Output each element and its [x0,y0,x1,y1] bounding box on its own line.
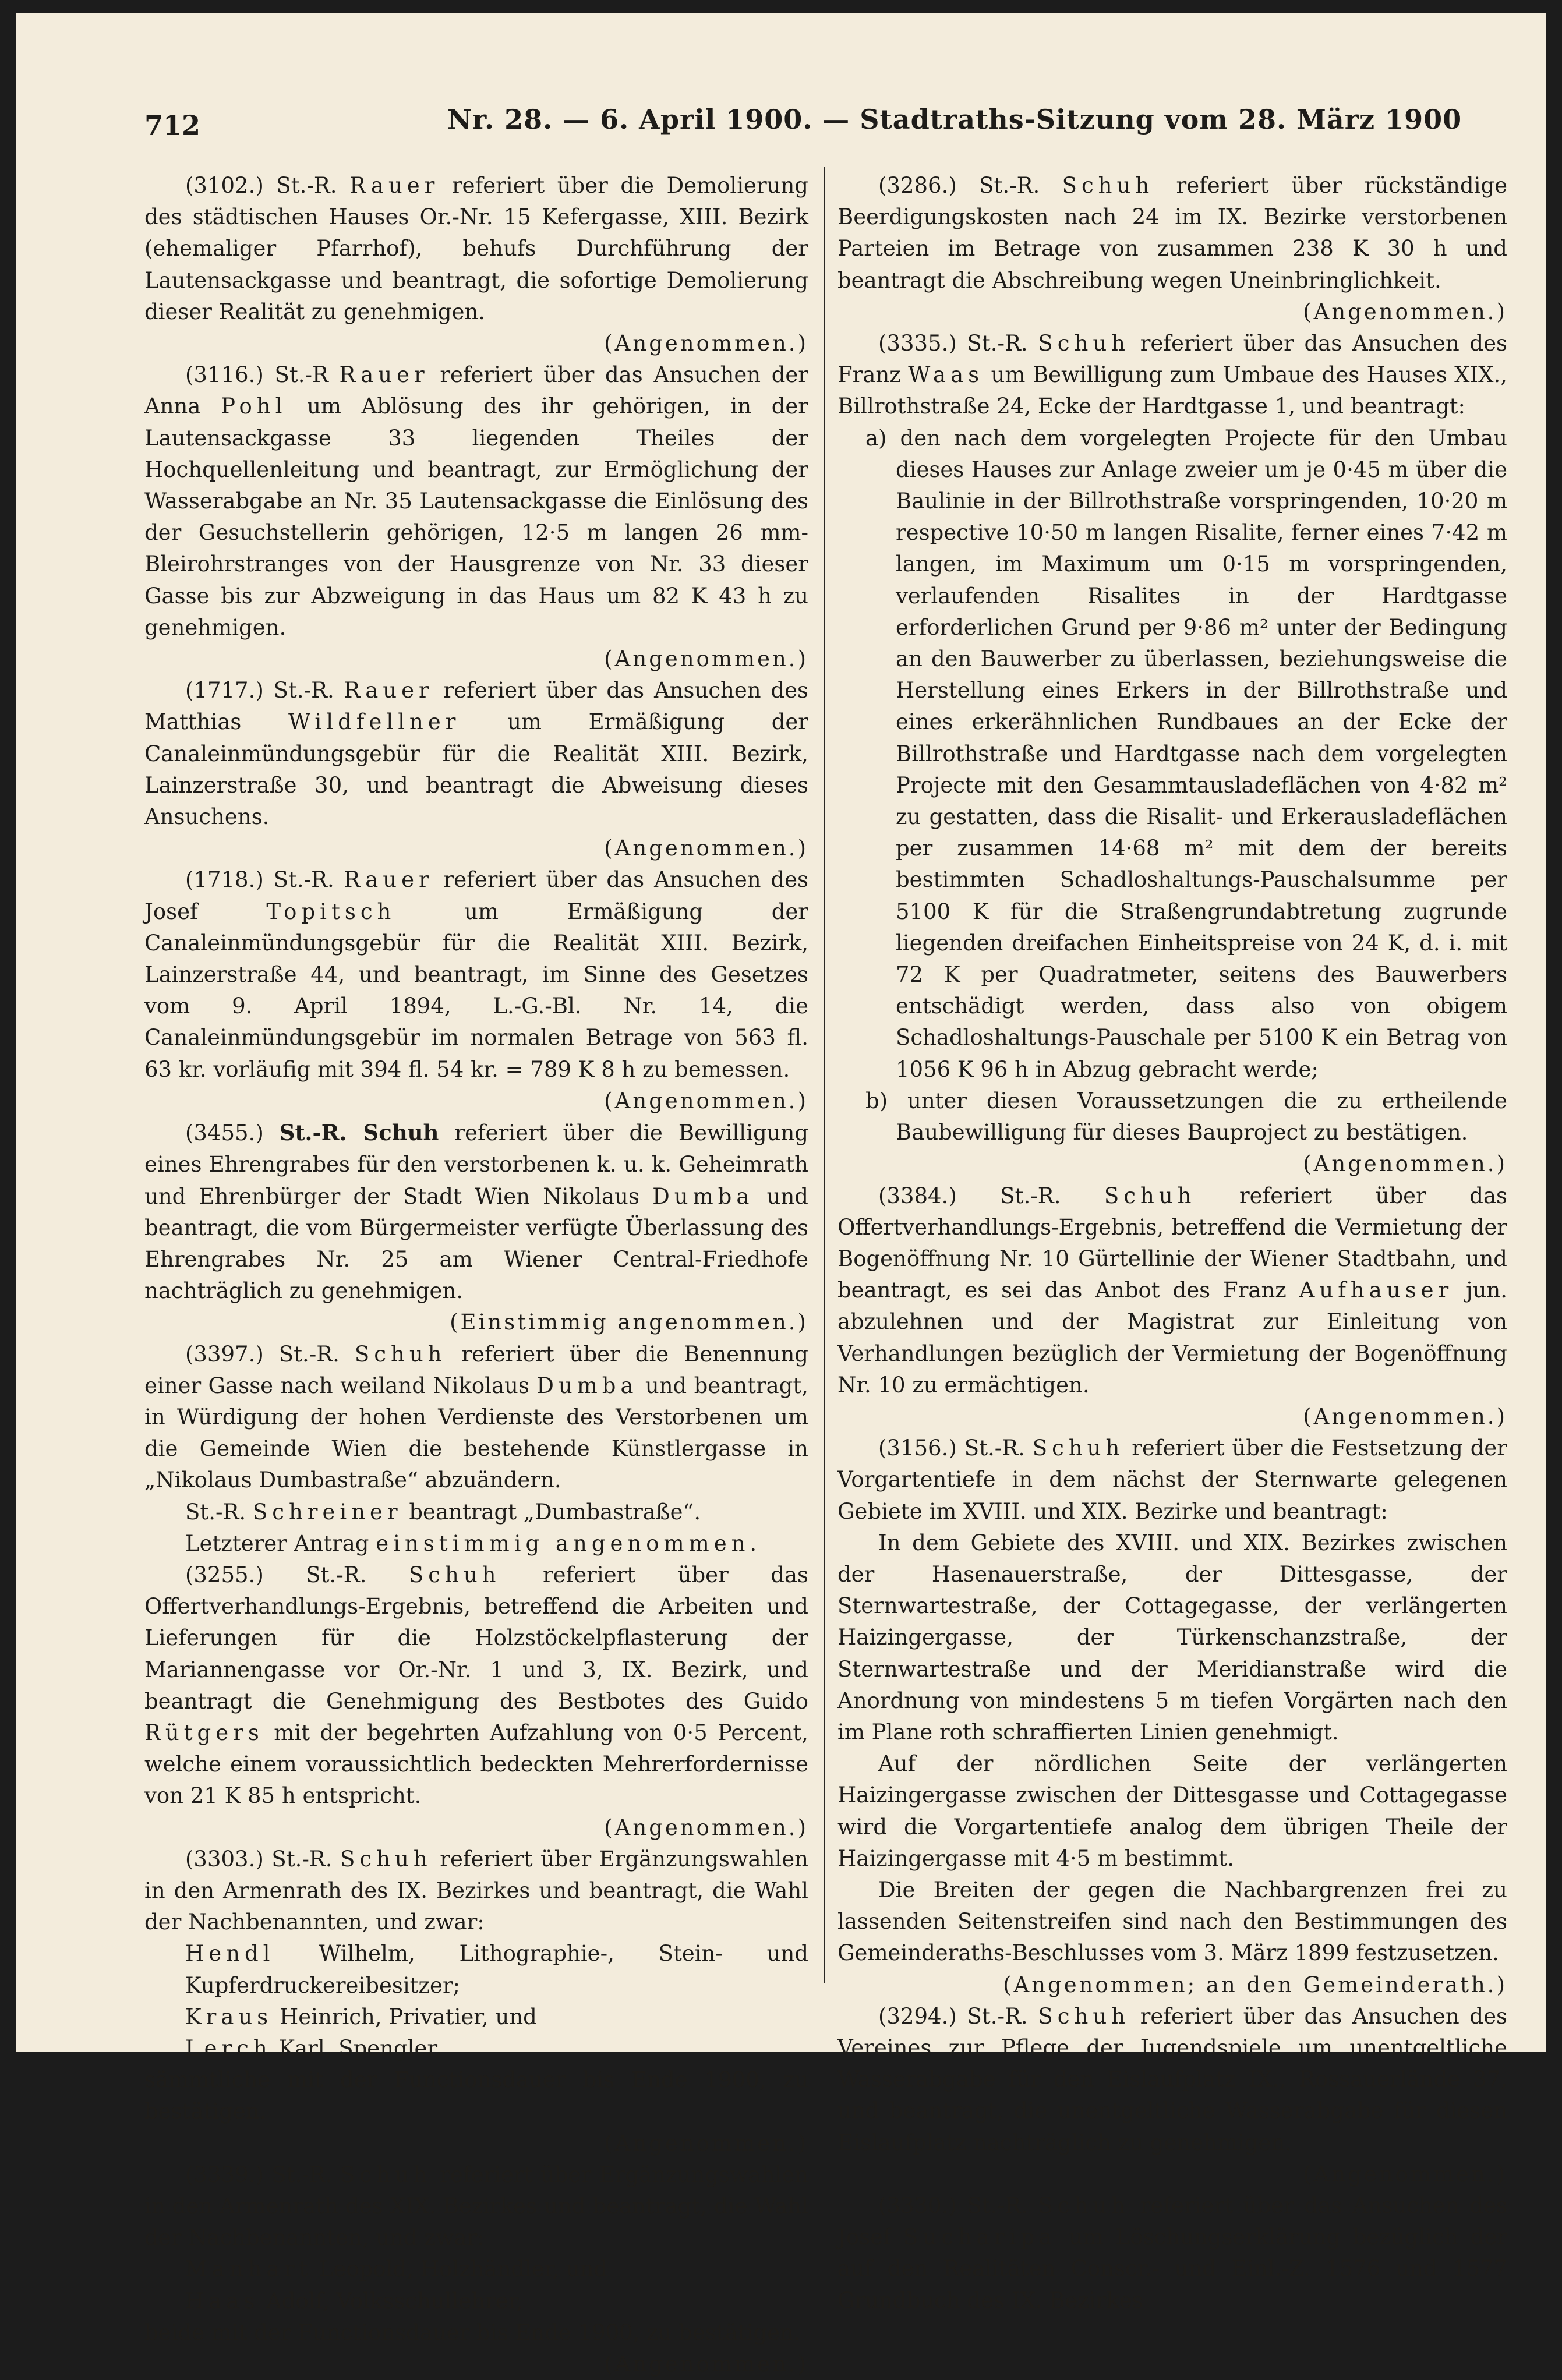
entry-text: (3116.) St.-R Rauer referiert über das Ansuchen der Anna Pohl um Ablösung des ihr gehörigen, in der Lautensackgasse 33 liegenden Theiles der Hochquellenleitung und beantragt, zur Ermöglichung der Wasserabgabe an Nr. 35 Lautensackgasse die Einlösung des der Gesuchstellerin gehörigen, 12·5 m langen 26 mm-Bleirohrstranges von der Hausgrenze von Nr. 33 dieser Gasse bis zur Abzweigung in das Haus um 82 K 43 h zu genehmigen. [144,362,808,640]
paragraph: In dem Gebiete des XVIII. und XIX. Bezirkes zwischen der Hasenauerstraße, der Dittesgasse, der Sternwartestraße, der Cottagegasse, der verlängerten Haizingergasse, der Türkenschanzstraße, der Sternwartestraße und der Meridianstraße wird die Anordnung von mindestens 5 m tiefen Vorgärten nach den im Plane roth schraffierten Linien genehmigt. [837,1530,1507,1745]
entry-3330 [837,2190,1507,2317]
closing-text: beide mit der Functionsdauer bis Ende 1900, zu bestätigen. [144,2319,801,2345]
vote-text: Letzterer Antrag einstimmig angenommen. [185,1530,762,1556]
entry-text: (3102.) St.-R. Rauer referiert über die Demolierung des städtischen Hauses Or.-Nr. 15 Kefergasse, XIII. Bezirk (ehemaliger Pfarrhof), behufs Durchführung der Lautensackgasse und beantragt, die sofortige Demolierung dieser Realität zu genehmigen. [144,173,808,324]
entry-text: (3303.) St.-R. Schuh referiert über Ergänzungswahlen in den Armenrath des IX. Bezirkes und beantragt, die Wahl der Nachbenannten, und zwar: [144,1846,808,1935]
entry-3397 [144,1339,808,1559]
page-header [144,99,1476,146]
left-column [144,170,808,2380]
councillor-name: Schuh [340,1846,432,1872]
entry-3335 [837,328,1507,1180]
resolution: (Angenommen.) [604,646,808,672]
entry-1717 [144,675,808,864]
person-name: Dumba [536,1373,638,1398]
newspaper-page [16,13,1546,2377]
resolution: (Angenommen.) [604,2351,808,2377]
resolution: (Angenommen; an den Gemeinderath.) [1003,1972,1507,1997]
entry-3156 [837,1433,1507,2001]
councillor-name: Schuh [1104,1183,1196,1208]
entry-3455 [144,1117,808,1338]
resolution: (Angenommen.) [1303,299,1507,324]
nominee: Hendl Wilhelm, Lithographie-, Stein- und Kupferdruckereibesitzer; [185,1941,808,1998]
resolution: (Angenommen.) [1303,1151,1507,1177]
right-column [837,170,1507,2317]
entry-3255 [144,1559,808,1844]
resolution: (Angenommen.) [604,1815,808,1840]
councillor-name: Schuh [1062,173,1154,198]
councillor-name: Schuh [1038,331,1130,356]
entry-text: (3330.) St.-R. Schuh referiert über das Ansuchen des Josef Sucharipa um Löschungserklärung bezüglich der auf den Realitäten Conscr.- und Einl.-Z. 1576 und 1577 Grundbuch des IX. Bezirkes [837,2193,1507,2313]
entry-1718 [144,864,808,1117]
nominee: Manhart Leopold, Holzhändler, und [185,2257,608,2282]
paragraph: Die Breiten der gegen die Nachbargrenzen frei zu lassenden Seitenstreifen sind nach den Bestimmungen des Gemeinderaths-Beschlusses vom 3. März 1899 festzusetzen. [837,1877,1507,1966]
applicant-name: Wildfellner [288,709,461,735]
entry-3303 [144,1844,808,2159]
entry-text: (3294.) St.-R. Schuh referiert über das Ansuchen des Vereines zur Pflege der Jugendspiele um unentgeltliche Wasserabgabe für den Eislaufplatz IX., Rossauerlände 37, und beantragt, die unentgeltliche Wasserabgabe für diesen Eislaufplatz nachträglich zu genehmigen. [837,2003,1507,2155]
column-divider [824,167,825,1983]
councillor-name: Schuh [340,2162,432,2187]
councillor-name: Schreiner [252,1499,402,1525]
nominee: Haas Adolf, Volksschullehrer, [185,2288,524,2314]
entry-text: (3255.) St.-R. Schuh referiert über das Offertverhandlungs-Ergebnis, betreffend die Arbeiten und Lieferungen für die Holzstöckelpflasterung der Mariannengasse vor Or.-Nr. 1 und 3, IX. Bezirk, und beantragt die Genehmigung des Bestbotes des Guido Rütgers mit der begehrten Aufzahlung von 0·5 Percent, welche einem voraussichtlich bedeckten Mehrerfordernisse von 21 K 85 h entspricht. [144,1562,808,1809]
entry-text: (1718.) St.-R. Rauer referiert über das Ansuchen des Josef Topitsch um Ermäßigung der Canaleinmündungsgebür für die Realität XIII. Bezirk, Lainzerstraße 44, und beantragt, im Sinne des Gesetzes vom 9. April 1894, L.-G.-Bl. Nr. 14, die Canaleinmündungsgebür im normalen Betrage von 563 fl. 63 kr. vorläufig mit 394 fl. 54 kr. = 789 K 8 h zu bemessen. [144,867,808,1082]
applicant-name: Pohl [221,394,287,419]
applicant-name: Topitsch [266,899,396,924]
list-item-b: b) unter diesen Voraussetzungen die zu ertheilende Baubewilligung für dieses Bauproject zu bestätigen. [865,1088,1507,1145]
councillor-name: Schuh [408,1562,501,1587]
councillor-name: Rauer [344,678,434,703]
councillor-name: Schuh [1038,2003,1130,2029]
applicant-name: Waas [908,362,984,388]
resolution: (Einstimmig angenommen.) [450,1310,808,1335]
running-title: Nr. 28. — 6. April 1900. — Stadtraths-Sitzung vom 28. März 1900 [447,104,1462,135]
councillor-name: Rauer [344,867,434,893]
entry-3339 [144,2159,808,2380]
entry-text: (3384.) St.-R. Schuh referiert über das Offertverhandlungs-Ergebnis, betreffend die Vermietung der Bogenöffnung Nr. 10 Gürtellinie der Wiener Stadtbahn, und beantragt, es sei das Anbot des Franz Aufhauser jun. abzulehnen und der Magistrat zur Einleitung von Verhandlungen bezüglich der Vermietung der Bogenöffnung Nr. 10 zu ermächtigen. [837,1183,1507,1398]
paragraph: Auf der nördlichen Seite der verlängerten Haizingergasse zwischen der Dittesgasse und Cottagegasse wird die Vorgartentiefe analog dem übrigen Theile der Haizingergasse mit 4·5 m bestimmt. [837,1751,1507,1871]
resolution: (Angenommen.) [1303,2161,1507,2187]
entry-text: (3339.) St.-R. Schuh referiert über Ergänzungswahlen in den Armenrath des XIX. Bezirkes und beantragt, die Wahl der Nachbenannten, und zwar: [144,2162,808,2251]
resolution: (Angenommen.) [604,2130,808,2156]
councillor-name: Schuh [1032,1435,1125,1461]
entry-3384 [837,1180,1507,1433]
resolution: (Angenommen.) [604,331,808,356]
entry-3102 [144,170,808,359]
list-item-a: a) den nach dem vorgelegten Projecte für den Umbau dieses Hauses zur Anlage zweier um je 0·45 m über die Baulinie in der Billrothstraße vorspringenden, 10·20 m respective 10·50 m langen Risalite, ferner eines 7·42 m langen, im Maximum um 0·15 m vorspringenden, verlaufenden Risalites in der Hardtgasse erforderlichen Grund per 9·86 m² unter der Bedingung an den Bauwerber zu überlassen, beziehungsweise die Herstellung eines Erkers in der Billrothstraße und eines erkerähnlichen Rundbaues an der Ecke der Billrothstraße und Hardtgasse nach dem vorgelegten Projecte mit den Gesammtausladeflächen von 4·82 m² zu gestatten, dass die Risalit- und Erkerausladeflächen per zusammen 14·68 m² mit dem der bereits bestimmten Schadloshaltungs-Pauschalsumme per 5100 K für die Straßengrundabtretung zugrunde liegenden dreifachen Einheitspreise von 24 K, d. i. mit 72 K per Quadratmeter, seitens des Bauwerbers entschädigt werden, dass also von obigem Schadloshaltungs-Pauschale per 5100 K ein Betrag von 1056 K 96 h in Abzug gebracht werde; [865,425,1507,1082]
person-name: Dumba [652,1183,754,1209]
motion-text: St.-R. Schreiner beantragt „Dumbastraße“. [185,1499,701,1525]
entry-text: (3397.) St.-R. Schuh referiert über die Benennung einer Gasse nach weiland Nikolaus Dumba und beantragt, in Würdigung der hohen Verdienste des Verstorbenen um die Gemeinde Wien die bestehende Künstlergasse in „Nikolaus Dumbastraße“ abzuändern. [144,1341,808,1493]
closing-text: sämmtliche mit der Functionsdauer bis Ende 1900, zu bestätigen. [144,2067,808,2124]
bidder-name: Aufhauser [1299,1278,1454,1303]
entry-3116 [144,359,808,675]
councillor-name: Rauer [349,173,440,198]
councillor-name: Rauer [339,362,429,388]
councillor-name: Schuh [354,1341,447,1367]
entry-text: (1717.) St.-R. Rauer referiert über das Ansuchen des Matthias Wildfellner um Ermäßigung der Canaleinmündungsgebür für die Realität XIII. Bezirk, Lainzerstraße 30, und beantragt die Abweisung dieses Ansuchens. [144,678,808,830]
applicant-name: Sucharipa [903,2225,1057,2250]
page-number: 712 [144,109,201,141]
entry-text: (3335.) St.-R. Schuh referiert über das Ansuchen des Franz Waas um Bewilligung zum Umbaue des Hauses XIX., Billrothstraße 24, Ecke der Hardtgasse 1, und beantragt: [837,331,1507,419]
resolution: (Angenommen.) [604,836,808,861]
councillor-name: St.-R. Schuh [279,1120,439,1146]
councillor-name: Schuh [1038,2193,1130,2218]
bidder-name: Rütgers [144,1720,264,1745]
entry-text: (3455.) St.-R. Schuh referiert über die Bewilligung eines Ehrengrabes für den verstorbenen k. u. k. Geheimrath und Ehrenbürger der Stadt Wien Nikolaus Dumba und beantragt, die vom Bürgermeister verfügte Überlassung des Ehrengrabes Nr. 25 am Wiener Central-Friedhofe nachträglich zu genehmigen. [144,1120,809,1304]
resolution: (Angenommen.) [604,1088,808,1113]
entry-text: (3156.) St.-R. Schuh referiert über die Festsetzung der Vorgartentiefe in dem nächst der Sternwarte gelegenen Gebiete im XVIII. und XIX. Bezirke und beantragt: [837,1435,1507,1524]
nominee: Kraus Heinrich, Privatier, und [185,2004,537,2029]
resolution: (Angenommen.) [1303,1403,1507,1429]
entry-text: (3286.) St.-R. Schuh referiert über rückständige Beerdigungskosten nach 24 im IX. Bezirke verstorbenen Parteien im Betrage von zusammen 238 K 30 h und beantragt die Abschreibung wegen Uneinbringlichkeit. [837,173,1507,293]
nominee: Lerch Karl, Spengler, [185,2035,442,2061]
entry-3286 [837,170,1507,328]
entry-3294 [837,2001,1507,2190]
